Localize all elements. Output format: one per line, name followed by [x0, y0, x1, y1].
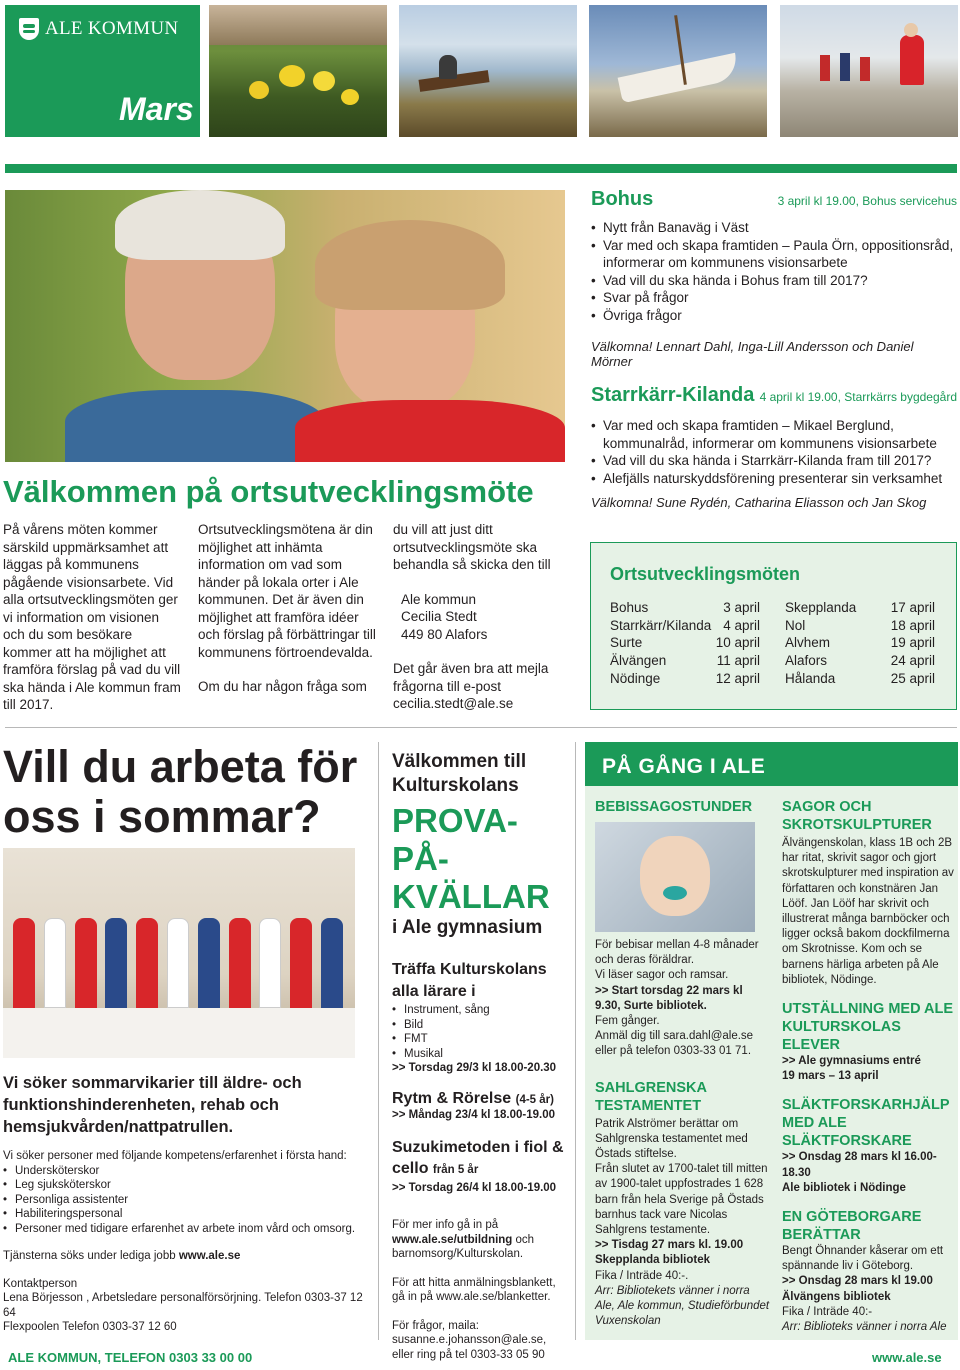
utbildning-link[interactable]: www.ale.se/utbildning [392, 1233, 513, 1246]
footer-website-link[interactable]: www.ale.se [872, 1350, 942, 1365]
list-item: • Personliga assistenter [3, 1193, 375, 1208]
list-item: Älvängen 11 april [610, 653, 760, 669]
header-photo-bench [399, 5, 577, 137]
article-headline: Välkommen på ortsutvecklingsmöte [3, 474, 534, 509]
list-item: • Nytt från Banaväg i Väst [591, 219, 957, 237]
baby-photo [595, 822, 755, 932]
list-item: Surte 10 april [610, 635, 760, 651]
list-item: • FMT [392, 1032, 568, 1047]
sahl-text: Patrik Alströmer berättar om Sahlgrenska testamentet med Östads stiftelse. [595, 1117, 748, 1161]
gbg-text: Bengt Öhnander kåserar om ett spännande liv i Göteborg. [782, 1245, 944, 1273]
contact-line: Flexpoolen Telefon 0303-37 12 60 [3, 1321, 177, 1333]
bebis-text: Vi läser sagor och ramsar. [595, 969, 729, 982]
meetings-list-left [610, 599, 760, 688]
summer-skill-list [3, 1164, 375, 1237]
mail-address [393, 591, 568, 644]
list-item: • Leg sjuksköterskor [3, 1178, 375, 1193]
pagang-box [585, 742, 958, 1340]
kultur-info-contact: För frågor, maila: susanne.e.johansson@ale.se, eller ring på tel 0303-33 05 90 [392, 1319, 547, 1361]
list-item: • Var med och skapa framtiden – Mikael Berglund, kommunalråd, informerar om kommunens visionsarbete [591, 417, 957, 452]
sahl-when: >> Tisdag 27 mars kl. 19.00 [595, 1239, 744, 1252]
bebis-text: Fem gånger. [595, 1015, 660, 1028]
slakt-when: >> Onsdag 28 mars kl 16.00-18.30 [782, 1151, 937, 1179]
list-item: Nödinge 12 april [610, 670, 760, 686]
pagang-title: PÅ GÅNG I ALE [602, 755, 766, 778]
gbg-place: Älvängens bibliotek [782, 1290, 891, 1303]
list-item: Alafors 24 april [785, 653, 935, 669]
list-item: • Undersköterskor [3, 1164, 375, 1179]
utst-when: 19 mars – 13 april [782, 1070, 879, 1083]
summer-intro: Vi söker personer med följande kompetens/erfarenhet i första hand: [3, 1150, 347, 1162]
bebis-text: För bebisar mellan 4-8 månader och deras föräldrar. [595, 939, 759, 967]
slakt-place: Ale bibliotek i Nödinge [782, 1181, 906, 1194]
kultur-info-form: För att hitta anmälningsblankett, gå in på www.ale.se/blanketter. [392, 1276, 556, 1303]
list-item: Skepplanda 17 april [785, 600, 935, 615]
utst-place: >> Ale gymnasiums entré [782, 1055, 921, 1068]
column-divider [575, 742, 576, 1340]
teachers-when: >> Torsdag 29/3 kl 18.00-20.30 [392, 1062, 557, 1074]
teachers-title: Träffa Kulturskolans alla lärare i [392, 961, 547, 1000]
kultur-title-sub: i Ale gymnasium [392, 917, 543, 938]
list-item: • Vad vill du ska hända i Bohus fram till 2017? [591, 272, 957, 290]
summer-apply: Tjänsterna söks under lediga jobb www.ale.se [3, 1250, 241, 1262]
kultur-section [392, 750, 568, 1362]
gbg-fee: Fika / Inträde 40:- [782, 1305, 873, 1318]
list-item: Starrkärr/Kilanda 4 april [610, 617, 760, 633]
article-col-2 [198, 521, 378, 696]
section-divider [5, 727, 957, 728]
list-item: • Instrument, sång [392, 1003, 568, 1018]
sagor-title: SAGOR OCH SKROTSKULPTURER [782, 799, 932, 833]
jobs-link[interactable]: www.ale.se [178, 1250, 241, 1262]
rytm-when: >> Måndag 23/4 kl 18.00-19.00 [392, 1109, 556, 1121]
sahl-fee: Fika / Inträde 40:-. [595, 1269, 689, 1282]
bohus-welcome: Välkomna! Lennart Dahl, Inga-Lill Andersson och Daniel Mörner [591, 339, 914, 369]
sahl-text: Från slutet av 1700-talet till mitten av 1900-talet uppfostrades 1 628 barn från hela Sverige på Östads barnhus tack vare Nicolas Sahlgrens testamente. [595, 1163, 768, 1237]
meetings-list-right [785, 599, 935, 688]
pagang-col-right [782, 798, 954, 1335]
gbg-title: EN GÖTEBORGARE BERÄTTAR [782, 1209, 922, 1244]
article-col-1: På vårens möten kommer särskild uppmärksamhet att läggas på kommunens pågående visionsarbete. Vid alla ortsutvecklingsmöten ger vi information om visionen och du som besökare kommer att ha möjlighet att framföra förslag på vad du vill ska hända i Ale kommun fram till 2017. [3, 522, 181, 712]
suzuki-when: >> Torsdag 26/4 kl 18.00-19.00 [392, 1182, 557, 1194]
list-item: • Habiliteringspersonal [3, 1207, 375, 1222]
column-divider [378, 742, 379, 1340]
bohus-title: Bohus [591, 188, 654, 210]
rytm-title: Rytm & Rörelse (4-5 år) [392, 1090, 554, 1107]
starrkarr-welcome: Välkomna! Sune Rydén, Catharina Eliasson och Jan Skog [591, 495, 927, 510]
pagang-header [585, 742, 958, 786]
meetings-title: Ortsutvecklingsmöten [610, 564, 801, 584]
gbg-when: >> Onsdag 28 mars kl 19.00 [782, 1275, 933, 1288]
brand-name: ALE KOMMUN [45, 18, 179, 39]
sahl-arr: Arr: Bibliotekets vänner i norra Ale, Ale kommun, Studieförbundet Vuxenskolan [595, 1284, 770, 1328]
address-line: 449 80 Alafors [401, 626, 488, 642]
suzuki-title: Suzukimetoden i fiol & cello från 5 år [392, 1139, 564, 1177]
month-title: Mars [119, 91, 194, 127]
contact-title: Kontaktperson [3, 1277, 78, 1290]
starrkarr-when: 4 april kl 19.00, Starrkärrs bygdegård [759, 390, 957, 404]
bohus-section [591, 188, 957, 369]
article-col-2-text: Ortsutvecklingsmötena är din möjlighet att inhämta information om vad som händer på lokala orter i Ale kommunen. Det är även din möjlighet att framföra idéer och förslag på förbättringar till kommunens förtroendevalda. [198, 522, 376, 660]
coat-of-arms-icon [19, 18, 39, 40]
bebis-when: >> Start torsdag 22 mars kl 9.30, Surte bibliotek. [595, 984, 743, 1012]
header-photo-walkers [780, 5, 958, 137]
header-banner [5, 5, 200, 137]
list-item: • Var med och skapa framtiden – Paula Örn, oppositionsråd, informerar om kommunens visionsarbete [591, 237, 957, 272]
kultur-title: Välkommen till Kulturskolans [392, 751, 527, 796]
header-divider [5, 164, 957, 173]
starrkarr-agenda [591, 417, 957, 487]
summer-headline: Vill du arbeta för oss i sommar? [3, 741, 358, 842]
sahl-place: Skepplanda bibliotek [595, 1254, 711, 1267]
list-item: Hålanda 25 april [785, 670, 935, 686]
summer-subhead: Vi söker sommarvikarier till äldre- och funktionshinderenheten, rehab och hemsjukvården/nattpatrullen. [3, 1074, 302, 1136]
kultur-info: För mer info gå in på www.ale.se/utbildning och barnomsorg/Kulturskolan. [392, 1219, 535, 1260]
article-col-3-text: du vill att just ditt ortsutvecklingsmöte ska behandla så skicka den till [393, 522, 551, 572]
header-photo-boat [589, 5, 767, 137]
list-item: • Bild [392, 1018, 568, 1033]
kultur-title-big: PROVA-PÅ-KVÄLLAR [392, 802, 550, 915]
list-item: Bohus 3 april [610, 600, 760, 615]
bebis-title: BEBISSAGOSTUNDER [595, 799, 753, 815]
meetings-box [590, 542, 957, 710]
list-item: • Övriga frågor [591, 307, 957, 325]
starrkarr-section [591, 384, 957, 514]
starrkarr-title: Starrkärr-Kilanda [591, 384, 755, 406]
article-col-3-text-b: Det går även bra att mejla frågorna till e-post cecilia.stedt@ale.se [393, 661, 549, 711]
list-item: • Svar på frågor [591, 289, 957, 307]
list-item: Nol 18 april [785, 617, 935, 633]
portrait-photo-couple [5, 190, 565, 462]
bebis-text: Anmäl dig till sara.dahl@ale.se eller på telefon 0303-33 01 71. [595, 1030, 754, 1058]
sahl-title: SAHLGRENSKA TESTAMENTET [595, 1079, 707, 1114]
list-item: • Alefjälls naturskyddsförening presenterar sin verksamhet [591, 470, 957, 488]
address-line: Ale kommun [401, 591, 477, 607]
footer-phone: ALE KOMMUN, TELEFON 0303 33 00 00 [8, 1350, 253, 1365]
gbg-arr: Arr: Biblioteks vänner i norra Ale [782, 1321, 947, 1334]
list-item: • Vad vill du ska hända i Starrkärr-Kilanda fram till 2017? [591, 452, 957, 470]
teachers-list [392, 1003, 568, 1061]
list-item: • Personer med tidigare erfarenhet av arbete inom vård och omsorg. [3, 1222, 375, 1237]
summer-details [3, 1149, 375, 1335]
article-col-3 [393, 521, 568, 713]
slakt-title: SLÄKTFORSKARHJÄLP MED ALE SLÄKTFORSKARE [782, 1097, 950, 1150]
article-col-2-text-b: Om du har någon fråga som [198, 679, 367, 694]
pagang-col-left [595, 798, 770, 1329]
list-item: • Musikal [392, 1047, 568, 1062]
sagor-text: Älvängenskolan, klass 1B och 2B har ritat, skrivit sagor och gjort skrotskulpturer med inspiration av författaren och konstnären Jan Lööf. Jan Lööf har skrivit och illustrerat många barnböcker och ligger också bakom dockfilmerna om Skrotnisse. Kom och se barnens härliga arbeten på Ale bibliotek, Nödinge. [782, 837, 954, 986]
address-line: Cecilia Stedt [401, 609, 477, 624]
bohus-when: 3 april kl 19.00, Bohus servicehus [777, 194, 957, 208]
contact-line: Lena Börjesson , Arbetsledare personalförsörjning. Telefon 0303-37 12 64 [3, 1292, 363, 1319]
ale-logo [19, 18, 178, 40]
header-photo-flowers [209, 5, 387, 137]
list-item: Alvhem 19 april [785, 635, 935, 651]
bohus-agenda [591, 219, 957, 324]
utst-title: UTSTÄLLNING MED ALE KULTURSKOLAS ELEVER [782, 1001, 954, 1054]
staff-photo [3, 848, 355, 1058]
